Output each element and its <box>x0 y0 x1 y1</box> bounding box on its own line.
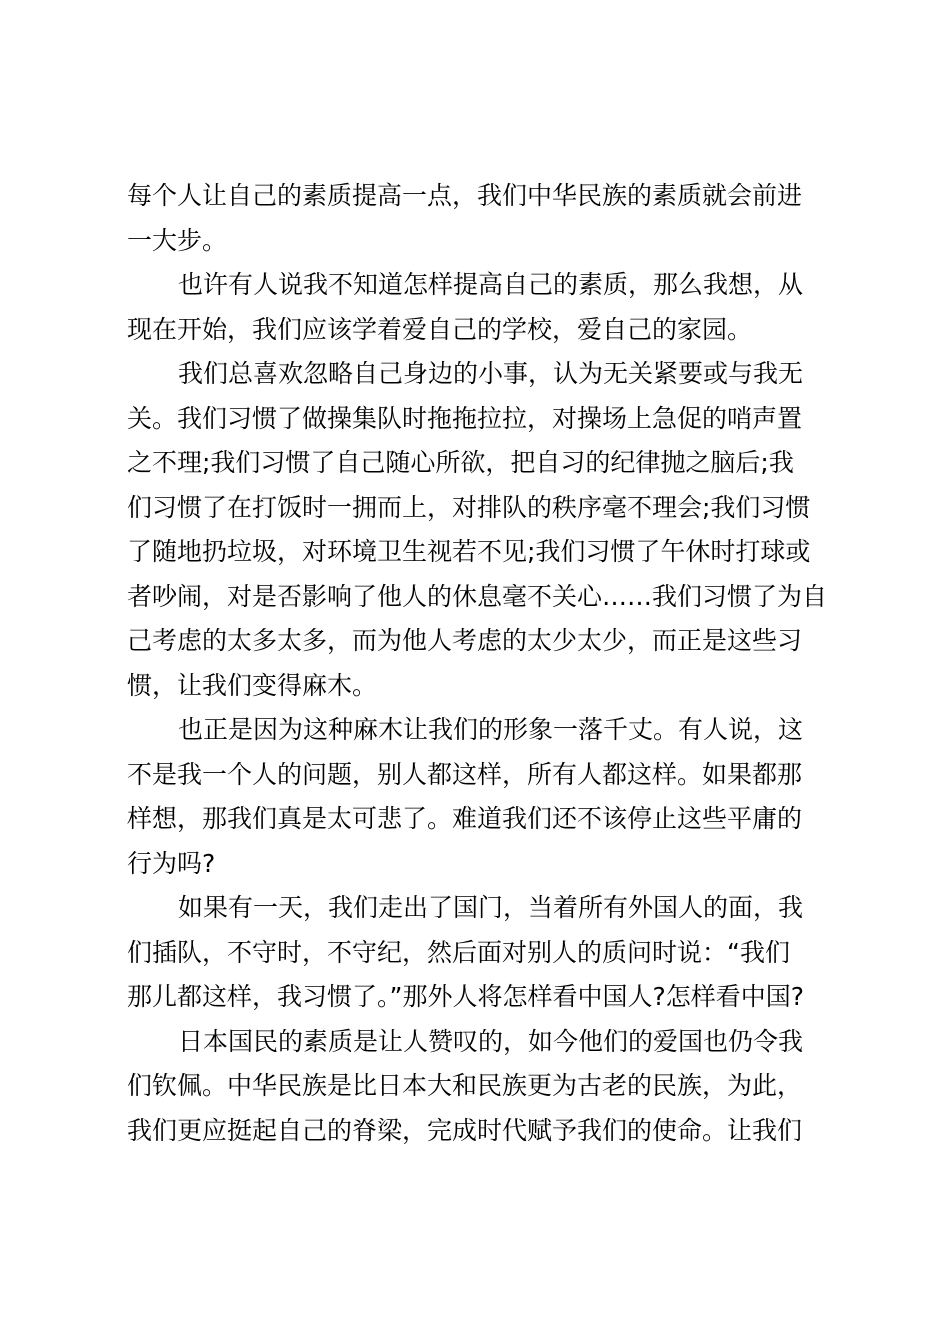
text-line: 也正是因为这种麻木让我们的形象一落千丈。有人说，这 <box>178 715 804 744</box>
text-line: 们插队，不守时，不守纪，然后面对别人的质问时说：“我们 <box>127 937 790 967</box>
text-line: 关。我们习惯了做操集队时拖拖拉拉，对操场上急促的哨声置 <box>127 403 803 433</box>
paragraph <box>127 174 833 263</box>
text-line: 样想，那我们真是太可悲了。难道我们还不该停止这些平庸的 <box>127 804 803 833</box>
text-line: 如果有一天，我们走出了国门，当着所有外国人的面，我 <box>178 893 804 922</box>
paragraph <box>127 352 833 708</box>
paragraph <box>127 263 833 352</box>
document-body <box>127 174 833 1153</box>
text-line: 了随地扔垃圾，对环境卫生视若不见;我们习惯了午休时打球或 <box>127 537 811 566</box>
text-line: 们钦佩。中华民族是比日本大和民族更为古老的民族，为此， <box>127 1071 803 1100</box>
paragraph <box>127 708 833 886</box>
text-line: 惯，让我们变得麻木。 <box>127 670 378 700</box>
text-line: 每个人让自己的素质提高一点，我们中华民族的素质就会前进 <box>127 181 803 210</box>
text-line: 我们更应挺起自己的脊梁，完成时代赋予我们的使命。让我们 <box>127 1115 803 1145</box>
text-line: 日本国民的素质是让人赞叹的，如今他们的爱国也仍令我 <box>178 1026 804 1056</box>
text-line: 者吵闹，对是否影响了他人的休息毫不关心……我们习惯了为自 <box>127 581 828 611</box>
paragraph <box>127 1020 833 1154</box>
text-line: 行为吗? <box>127 848 216 878</box>
text-line: 己考虑的太多太多，而为他人考虑的太少太少，而正是这些习 <box>127 626 803 655</box>
text-line: 们习惯了在打饭时一拥而上，对排队的秩序毫不理会;我们习惯 <box>127 492 811 522</box>
text-line: 我们总喜欢忽略自己身边的小事，认为无关紧要或与我无 <box>178 359 804 388</box>
text-line: 也许有人说我不知道怎样提高自己的素质，那么我想，从 <box>178 270 804 299</box>
text-line: 那儿都这样，我习惯了。”那外人将怎样看中国人?怎样看中国? <box>127 982 804 1011</box>
text-line: 之不理;我们习惯了自己随心所欲，把自习的纪律抛之脑后;我 <box>127 448 794 477</box>
text-line: 不是我一个人的问题，别人都这样，所有人都这样。如果都那 <box>127 759 803 789</box>
text-line: 现在开始，我们应该学着爱自己的学校，爱自己的家园。 <box>127 314 753 344</box>
paragraph <box>127 886 833 1020</box>
text-line: 一大步。 <box>127 225 228 255</box>
